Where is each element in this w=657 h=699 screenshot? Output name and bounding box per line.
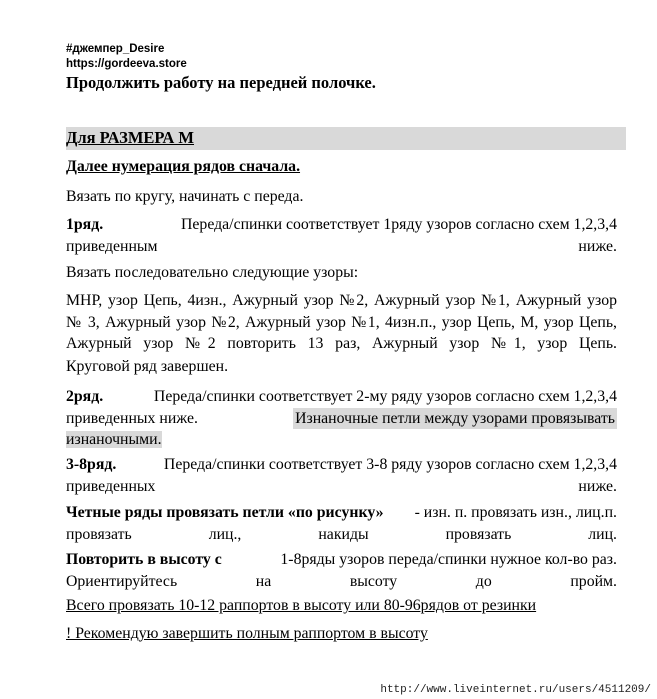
row3-8-line1: Переда/спинки соответствует 3-8 ряду узоров согласно схем 1,2,3,4 [163, 456, 617, 473]
repeat-bold: Повторить в высоту с [66, 551, 222, 568]
row2-line1: Переда/спинки соответствует 2-му ряду узоров согласно схем 1,2,3,4 [153, 388, 617, 405]
sequence-line1: МНР, узор Цепь, 4изн., Ажурный узор №2, Ажурный узор №1, Ажурный узор [66, 292, 617, 309]
row3-8-paragraph [66, 454, 617, 497]
sequence-paragraph [66, 290, 617, 355]
even-rows-paragraph [66, 502, 617, 545]
repeat-paragraph [66, 549, 617, 592]
row3-8-line2: приведенных ниже. [66, 477, 617, 495]
sequence-intro: Вязать последовательно следующие узоры: [66, 264, 359, 281]
row3-8-label: 3-8ряд. [66, 456, 117, 473]
round-done-text: Круговой ряд завершен. [66, 358, 229, 375]
hashtag-line: #джемпер_Desire [66, 43, 165, 55]
even-rows-bold: Четные ряды провязать петли «по рисунку» [66, 504, 384, 521]
numbering-note: Далее нумерация рядов сначала. [66, 158, 301, 175]
size-heading: Для РАЗМЕРА М [66, 128, 195, 147]
recommend-note: ! Рекомендую завершить полным раппортом в высоту [66, 625, 428, 642]
total-note: Всего провязать 10-12 раппортов в высоту или 80-96рядов от резинки [66, 597, 537, 614]
row2-line2-highlight: Изнаночные петли между узорами провязывать [293, 408, 617, 430]
row1-label: 1ряд. [66, 216, 104, 233]
row1-line2: приведенным ниже. [66, 237, 617, 255]
repeat-rest: 1-8ряды узоров переда/спинки нужное кол-во раз. [280, 551, 617, 568]
size-heading-bar [66, 127, 626, 150]
sequence-line3: Ажурный узор №2 повторить 13 раз, Ажурный узор №1, узор Цепь. [66, 335, 617, 352]
row1-line1: Переда/спинки соответствует 1ряду узоров согласно схем 1,2,3,4 [181, 216, 617, 233]
row1-paragraph [66, 214, 617, 257]
row2-label: 2ряд. [66, 388, 104, 405]
row2-line2-plain: приведенных ниже. [66, 409, 198, 427]
section-title: Продолжить работу на передней полочке. [66, 73, 376, 92]
repeat-line2: Ориентируйтесь на высоту до пройм. [66, 572, 617, 590]
row2-line3-highlight: изнаночными. [66, 431, 162, 448]
row2-paragraph [66, 386, 617, 451]
site-url: https://gordeeva.store [66, 58, 187, 70]
even-rows-rest: - изн. п. провязать изн., лиц.п. [414, 504, 617, 521]
sequence-line2: № 3, Ажурный узор №2, Ажурный узор №1, 4изн.п., узор Цепь, М, узор Цепь, [66, 313, 617, 331]
knit-round-text: Вязать по кругу, начинать с переда. [66, 188, 304, 205]
watermark-url: http://www.liveinternet.ru/users/4511209/ [380, 684, 651, 696]
even-rows-line2: провязать лиц., накиды провязать лиц. [66, 525, 617, 543]
